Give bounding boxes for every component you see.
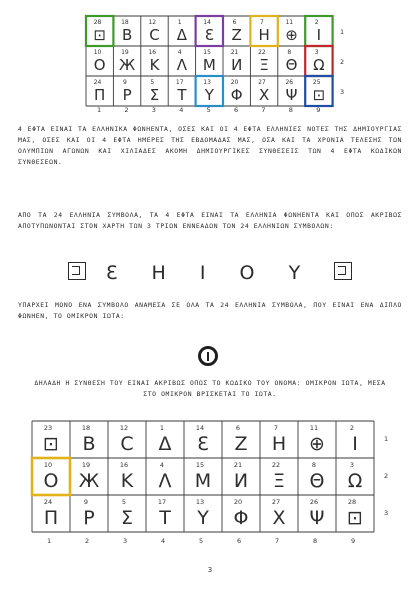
paragraph-double-vowel: ΥΠΑΡΧΕΙ ΜΟΝΟ ΕΝΑ ΣΥΜΒΟΛΟ ΑΝΑΜΕΣΑ ΣΕ ΟΛΑ ΤΑ 24 ΕΛΛΗΝΙΑ ΣΥΜΒΟΛΑ, ΠΟΥ ΕΙΝΑΙ ΕΝΑ ΔΙΠΛΟ ΦΩΝΗΕΝ, ΤΟ ΟΜΙΚΡΟΝ ΙΩΤΑ: — [18, 301, 402, 320]
cell-symbol: Φ — [233, 507, 249, 529]
cell-symbol: M — [202, 56, 216, 74]
cell-symbol: Ψ — [285, 86, 298, 104]
grid-index-label: 9 — [351, 537, 356, 545]
cell-number: 21 — [230, 49, 239, 56]
cell-symbol: Z — [231, 26, 242, 44]
cell-symbol: ⊡ — [312, 86, 326, 104]
cell-number: 20 — [230, 79, 239, 86]
cell-number: 7 — [259, 19, 264, 26]
vowel-letter: I — [199, 262, 220, 284]
cell-number: 12 — [148, 19, 157, 26]
cell-symbol: Ж — [78, 470, 100, 492]
grid-index-label: 4 — [179, 106, 184, 114]
cell-symbol: Y — [197, 507, 209, 529]
vowel-letter: H — [151, 262, 180, 284]
grid-index-label: 4 — [161, 537, 166, 545]
cell-symbol: T — [159, 507, 171, 529]
cell-number: 14 — [195, 424, 205, 432]
cell-symbol: Z — [234, 433, 248, 455]
cell-number: 8 — [311, 461, 317, 469]
grid-index-label: 1 — [97, 106, 102, 114]
cell-number: 13 — [195, 498, 205, 506]
cell-number: 13 — [203, 79, 211, 86]
paragraph-vowels-map: ΑΠΟ ΤΑ 24 ΕΛΛΗΝΙΑ ΣΥΜΒΟΛΑ, ΤΑ 4 ΕΦΤΑ ΕΙΝΑΙ ΤΑ ΕΛΛΗΝΙΑ ΦΩΝΗΕΝΤΑ ΚΑΙ ΟΠΩΣ ΑΚΡΙΒΩΣ ΑΠΟΤΥΠΩΝΟΝΤΑΙ ΣΤΟΝ ΧΑΡΤΗ ΤΩΝ 3 ΤΡΙΩΝ ΕΝΝΕΑΔΩΝ ΤΩΝ 24 ΕΛΛΗΝΙΩΝ ΣΥΜΒΟΛΩΝ: — [18, 211, 402, 230]
cell-number: 3 — [314, 49, 319, 56]
cell-symbol: Ρ — [83, 507, 95, 529]
cell-symbol: Π — [43, 507, 59, 529]
grid-index-label: 9 — [316, 106, 321, 114]
cell-symbol: I — [352, 433, 358, 455]
cell-symbol: ⊡ — [347, 507, 363, 529]
cell-symbol: B — [82, 433, 96, 455]
cell-number: 19 — [121, 49, 129, 56]
cell-symbol: Ξ — [272, 470, 286, 492]
vowel-word-row — [0, 262, 420, 284]
grid-index-label: 2 — [85, 537, 90, 545]
cell-symbol: K — [149, 56, 160, 74]
cell-symbol: ⊡ — [93, 26, 106, 44]
vowel-letter: Y — [288, 262, 315, 284]
cell-number: 15 — [203, 49, 211, 56]
cell-number: 6 — [232, 19, 237, 26]
vowel-letter: Ɛ — [105, 262, 132, 284]
cell-symbol: X — [272, 507, 286, 529]
cell-symbol: Π — [94, 86, 106, 104]
cell-symbol: K — [120, 470, 134, 492]
grid-index-label: 2 — [124, 106, 129, 114]
cell-symbol: Ж — [119, 56, 136, 74]
cell-number: 24 — [93, 79, 102, 86]
cell-number: 28 — [93, 19, 102, 26]
bottom-symbol-grid — [30, 419, 378, 533]
grid-index-label: 6 — [234, 106, 239, 114]
paragraph-omikron-iota: ΔΗΛΑΔΗ Η ΣΥΝΘΕΣΗ ΤΟΥ ΕΙΝΑΙ ΑΚΡΙΒΩΣ ΟΠΩΣ ΤΟ ΚΩΔΙΚΟ ΤΟΥ ΟΝΟΜΑ: ΟΜΙΚΡΟΝ ΙΩΤΑ, ΜΕΣΑ ΣΤΟ ΟΜΙΚΡΟΝ ΒΡΙΣΚΕΤΑΙ ΤΟ ΙΩΤΑ. — [34, 379, 386, 398]
cell-number: 26 — [285, 79, 294, 86]
cell-number: 25 — [312, 79, 321, 86]
cell-symbol: Φ — [230, 86, 243, 104]
cell-number: 2 — [314, 19, 319, 26]
cell-symbol: ⊕ — [285, 26, 298, 44]
cell-number: 12 — [119, 424, 129, 432]
cell-number: 14 — [203, 19, 211, 26]
cell-number: 1 — [159, 424, 165, 432]
cell-number: 18 — [81, 424, 91, 432]
grid-index-label: 3 — [151, 106, 156, 114]
cell-number: 24 — [43, 498, 53, 506]
grid-index-label: 1 — [340, 28, 345, 36]
cell-number: 23 — [43, 424, 53, 432]
cell-number: 2 — [349, 424, 355, 432]
cell-number: 6 — [235, 424, 241, 432]
cell-number: 27 — [258, 79, 266, 86]
grid-index-label: 3 — [340, 88, 345, 96]
grid-index-label: 5 — [206, 106, 211, 114]
cell-number: 26 — [309, 498, 319, 506]
cell-number: 19 — [81, 461, 91, 469]
cell-symbol: Δ — [176, 26, 188, 44]
cell-symbol: X — [258, 86, 270, 104]
cell-symbol: T — [177, 86, 187, 104]
cell-number: 5 — [121, 498, 127, 506]
cell-symbol: Θ — [285, 56, 298, 74]
cell-symbol: Ω — [313, 56, 325, 74]
cell-symbol: C — [120, 433, 134, 455]
top-symbol-grid — [84, 14, 334, 109]
cell-number: 11 — [309, 424, 319, 432]
grid-index-label: 8 — [288, 106, 293, 114]
grid-index-label: 1 — [47, 537, 52, 545]
cell-symbol: Y — [204, 86, 214, 104]
cell-number: 7 — [273, 424, 279, 432]
cell-symbol: Λ — [158, 470, 172, 492]
cell-number: 10 — [93, 49, 102, 56]
cell-symbol: Ω — [347, 470, 363, 492]
grid-index-label: 2 — [340, 58, 345, 66]
cell-symbol: Σ — [149, 86, 160, 104]
cell-symbol: Σ — [120, 507, 134, 529]
grid-index-label: 7 — [275, 537, 280, 545]
cell-symbol: B — [121, 26, 133, 44]
meander-square-icon — [334, 262, 352, 280]
cell-number: 17 — [175, 79, 184, 86]
cell-number: 11 — [285, 19, 294, 26]
cell-number: 28 — [347, 498, 357, 506]
grid-index-label: 8 — [313, 537, 318, 545]
cell-symbol: H — [258, 26, 270, 44]
grid-index-label: 7 — [261, 106, 266, 114]
cell-symbol: Ɛ — [197, 433, 209, 455]
cell-number: 15 — [195, 461, 205, 469]
cell-symbol: ⊕ — [309, 433, 325, 455]
cell-number: 22 — [271, 461, 281, 469]
grid-index-label: 5 — [199, 537, 204, 545]
cell-number: 9 — [122, 79, 127, 86]
grid-index-label: 6 — [237, 537, 242, 545]
top-grid-svg — [84, 14, 334, 109]
cell-number: 16 — [119, 461, 129, 469]
cell-symbol: Θ — [309, 470, 325, 492]
cell-symbol: И — [231, 56, 243, 74]
cell-symbol: Λ — [176, 56, 188, 74]
cell-symbol: O — [93, 56, 106, 74]
cell-symbol: Ɛ — [204, 26, 214, 44]
cell-symbol: ⊡ — [43, 433, 59, 455]
cell-number: 5 — [150, 79, 155, 86]
cell-symbol: O — [43, 470, 59, 492]
cell-number: 16 — [148, 49, 157, 56]
grid-index-label: 3 — [384, 509, 389, 517]
grid-index-label: 3 — [123, 537, 128, 545]
cell-number: 8 — [287, 49, 292, 56]
meander-square-icon — [68, 262, 86, 280]
grid-index-label: 2 — [384, 472, 389, 480]
cell-number: 4 — [159, 461, 165, 469]
cell-number: 21 — [233, 461, 243, 469]
paragraph-vowels-intro: 4 ΕΦΤΑ ΕΙΝΑΙ ΤΑ ΕΛΛΗΝΙΚΑ ΦΩΝΗΕΝΤΑ, ΟΣΕΣ ΚΑΙ ΟΙ 4 ΕΦΤΑ ΕΛΛΗΝΙΕΣ ΝΟΤΕΣ ΤΗΣ ΔΗΜΙΟΥΡΓΙΑΣ ΜΑΣ, ΟΣΕΣ ΚΑΙ ΟΙ 4 ΕΦΤΑ ΗΜΕΡΕΣ ΤΗΣ ΕΒΔΟΜΑΔΑΣ ΜΑΣ, ΟΣΑ ΚΑΙ ΤΑ ΧΡΟΝΙΑ ΤΕΛΕΣΗΣ ΤΩΝ ΟΛΥΜΠΙΩΝ ΑΓΩΝΩΝ ΚΑΙ ΧΙΛΙΑΔΕΣ ΑΚΟΜΗ ΔΗΜΙΟΥΡΓΙΚΕΣ ΣΥΝΘΕΣΕΙΣ ΤΩΝ 4 ΕΦΤΑ ΚΩΔΙΚΩΝ ΣΥΝΘΕΣΕΩΝ. — [18, 125, 402, 166]
cell-number: 4 — [177, 49, 182, 56]
cell-symbol: C — [149, 26, 160, 44]
cell-number: 17 — [157, 498, 167, 506]
omikron-iota-icon — [198, 346, 218, 366]
cell-symbol: M — [194, 470, 212, 492]
cell-number: 22 — [258, 49, 266, 56]
cell-symbol: Ψ — [309, 507, 325, 529]
cell-number: 1 — [177, 19, 182, 26]
vowel-letter: O — [239, 262, 269, 284]
cell-number: 9 — [83, 498, 89, 506]
cell-symbol: I — [316, 26, 322, 44]
page-number: 3 — [207, 566, 213, 574]
cell-number: 20 — [233, 498, 243, 506]
cell-number: 18 — [121, 19, 129, 26]
cell-number: 3 — [349, 461, 355, 469]
cell-symbol: И — [233, 470, 249, 492]
cell-symbol: Ξ — [259, 56, 269, 74]
grid-index-label: 1 — [384, 435, 389, 443]
cell-number: 10 — [43, 461, 53, 469]
cell-symbol: H — [271, 433, 287, 455]
cell-symbol: Δ — [158, 433, 172, 455]
cell-symbol: Ρ — [122, 86, 132, 104]
cell-number: 27 — [271, 498, 281, 506]
bottom-grid-svg — [30, 419, 378, 533]
